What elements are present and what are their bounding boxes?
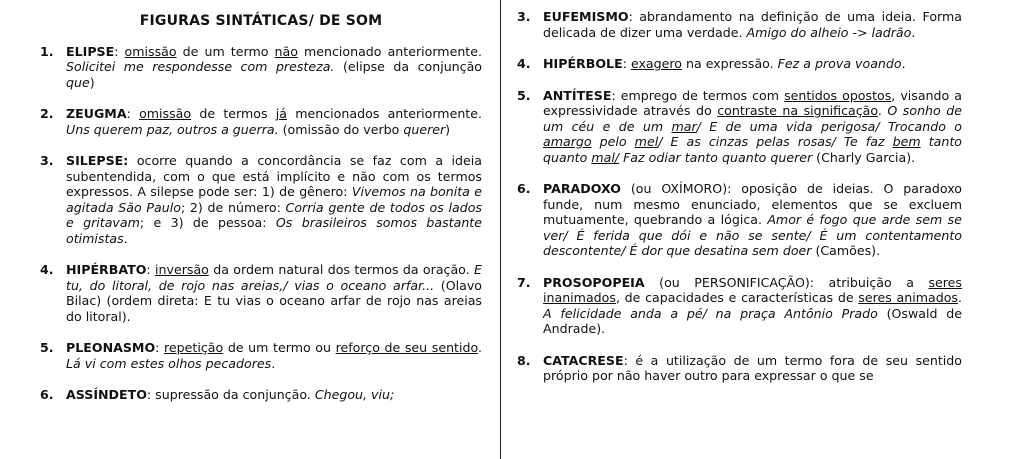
figure-term: CATACRESE (543, 352, 624, 368)
item-number: 1. (40, 43, 54, 59)
text-segment: bem (892, 134, 921, 149)
text-segment: já (275, 106, 287, 121)
figure-item (517, 181, 962, 259)
text-segment: (ou PERSONIFICAÇÃO): atribuição a (644, 274, 929, 290)
figure-term: ANTÍTESE (543, 87, 612, 103)
item-number: 5. (517, 87, 531, 103)
text-segment: de um termo (176, 43, 275, 59)
item-number: 5. (40, 340, 54, 355)
text-segment: que (66, 74, 90, 90)
text-segment: seres animados (858, 290, 958, 305)
figure-term: ZEUGMA (66, 106, 127, 121)
text-segment: (Olavo Bilac) (ordem direta: E tu vias o oceano arfar de rojo nas areias do litoral). (66, 277, 482, 324)
text-segment: sentidos opostos (784, 87, 892, 103)
item-number: 3. (40, 153, 54, 168)
text-segment: (Oswald de Andrade). (543, 305, 962, 336)
text-segment: mencionado anteriormente. (297, 43, 482, 59)
figure-item (40, 44, 482, 91)
text-segment: Amor é fogo que arde sem se ver/ É ferida que dói e não se sente/ É um contentamento descontente/ É dor que desatina sem doer (543, 212, 962, 258)
text-segment: contraste na significação (717, 103, 878, 118)
text-segment: ) (89, 74, 95, 90)
text-segment: . (271, 355, 276, 371)
text-segment: . (877, 103, 888, 118)
text-segment: Faz odiar tanto quanto querer (619, 149, 813, 165)
text-segment: Lá vi com estes olhos pecadores (66, 355, 272, 371)
left-column (40, 0, 482, 459)
item-number: 6. (40, 387, 54, 402)
text-segment: amargo (543, 134, 592, 149)
item-number: 2. (40, 106, 54, 121)
text-segment: . (901, 56, 906, 71)
text-segment: Amigo do alheio -> ladrão (746, 24, 912, 40)
text-segment: querer (403, 121, 446, 137)
figure-term: PROSOPOPEIA (543, 274, 645, 290)
text-segment: / E de uma vida perigosa/ Trocando o (696, 118, 962, 134)
figure-item (40, 106, 482, 137)
text-segment: inversão (155, 262, 209, 277)
text-segment: não (274, 43, 298, 59)
text-segment: Chegou, viu; (314, 387, 395, 402)
text-segment: da ordem natural dos termos da oração. (208, 262, 475, 277)
figure-term: HIPÉRBOLE (543, 56, 623, 71)
text-segment: (omissão do verbo (278, 121, 404, 137)
text-segment: . (123, 230, 128, 246)
text-segment: (Camões). (811, 243, 881, 258)
text-segment: mar (671, 118, 697, 134)
figure-item (517, 353, 962, 384)
text-segment: : emprego de termos com (611, 87, 785, 103)
figure-term: EUFEMISMO (543, 9, 629, 24)
text-segment: seres inanimados (543, 274, 962, 305)
text-segment: (ou OXÍMORO): oposição de ideias. O paradoxo funde, num mesmo enunciado, elementos que se excluem mutuamente, quebrando a lógica. (543, 181, 962, 227)
column-divider (500, 0, 501, 459)
figure-item (517, 56, 962, 72)
text-segment: omissão (139, 106, 192, 121)
item-number: 4. (517, 56, 531, 71)
text-segment: . (911, 24, 916, 40)
text-segment: Os brasileiros somos bastante otimistas (66, 215, 482, 246)
text-segment: . (477, 340, 482, 355)
text-segment: . (957, 290, 962, 305)
text-segment: E tu, do litoral, de rojo nas areias,/ vias o oceano arfar... (66, 262, 482, 293)
text-segment: repetição (164, 340, 224, 355)
figure-term: PLEONASMO (66, 340, 156, 355)
text-segment: mal/ (591, 149, 620, 165)
figure-term: PARADOXO (543, 181, 621, 196)
text-segment: omissão (124, 43, 177, 59)
figure-item (40, 340, 482, 371)
figure-item (40, 387, 482, 403)
text-segment: (Charly Garcia). (812, 149, 916, 165)
text-segment: : abrandamento na definição de uma ideia. Forma delicada de dizer uma verdade. (543, 9, 962, 40)
text-segment: Fez a prova voando (777, 56, 902, 71)
item-number: 6. (517, 181, 531, 196)
right-column (517, 0, 962, 459)
text-segment: (elipse da conjunção (334, 59, 482, 74)
text-segment: : (114, 43, 125, 59)
item-number: 7. (517, 274, 531, 290)
figure-term: ASSÍNDETO (66, 387, 147, 402)
text-segment: ocorre quando a concordância se faz com a ideia subentendida, com o que está implícito e não com os termos expressos. A silepse pode ser: 1) de gênero: (66, 153, 482, 199)
text-segment: Corria gente de todos os lados e gritavam (66, 199, 482, 230)
item-number: 4. (40, 262, 54, 277)
text-segment: exagero (630, 56, 682, 71)
text-segment: / E as cinzas pelas rosas/ Te faz (658, 134, 893, 149)
text-segment: ; 2) de número: (180, 199, 286, 215)
text-segment: , visando a expressividade através do (543, 87, 962, 118)
text-segment: ) (445, 121, 451, 137)
text-segment: pelo (591, 134, 635, 149)
text-segment: mencionados anteriormente. (287, 106, 482, 121)
text-segment: na expressão. (682, 56, 778, 71)
text-segment: Solicitei me respondesse com presteza. (66, 59, 335, 74)
figure-item (517, 88, 962, 166)
item-number: 8. (517, 352, 531, 368)
text-segment: ; e 3) de pessoa: (139, 215, 276, 230)
text-segment: tanto quanto (543, 134, 962, 165)
text-segment: : (622, 56, 631, 71)
text-segment: : (126, 106, 140, 121)
text-segment: : (146, 262, 156, 277)
figure-item (40, 262, 482, 324)
figure-term: HIPÉRBATO (66, 262, 147, 277)
figure-item (517, 9, 962, 40)
page-title: FIGURAS SINTÁTICAS/ DE SOM (139, 13, 383, 29)
text-segment: mel (634, 134, 659, 149)
figure-term: SILEPSE: (66, 153, 129, 168)
figure-term: ELIPSE (66, 43, 115, 59)
figure-item (40, 153, 482, 246)
text-segment: O sonho de um céu e de um (543, 103, 962, 134)
item-number: 3. (517, 9, 531, 24)
text-segment: de um termo ou (223, 340, 336, 355)
text-segment: Vivemos na bonita e agitada São Paulo (66, 184, 482, 215)
text-segment: de termos (191, 106, 276, 121)
text-segment: A felicidade anda a pé/ na praça Antônio Prado (543, 305, 878, 321)
text-segment: : (155, 340, 165, 355)
figures-list-right (517, 9, 962, 384)
figures-list-left (40, 44, 482, 403)
text-segment: : é a utilização de um termo fora de seu sentido próprio por não haver outro para expressar o que se (543, 352, 962, 383)
text-segment: , de capacidades e características de (615, 290, 859, 305)
text-segment: reforço de seu sentido (335, 340, 478, 355)
figure-item (517, 275, 962, 337)
text-segment: Uns querem paz, outros a guerra. (66, 121, 279, 137)
text-segment: : supressão da conjunção. (146, 387, 315, 402)
